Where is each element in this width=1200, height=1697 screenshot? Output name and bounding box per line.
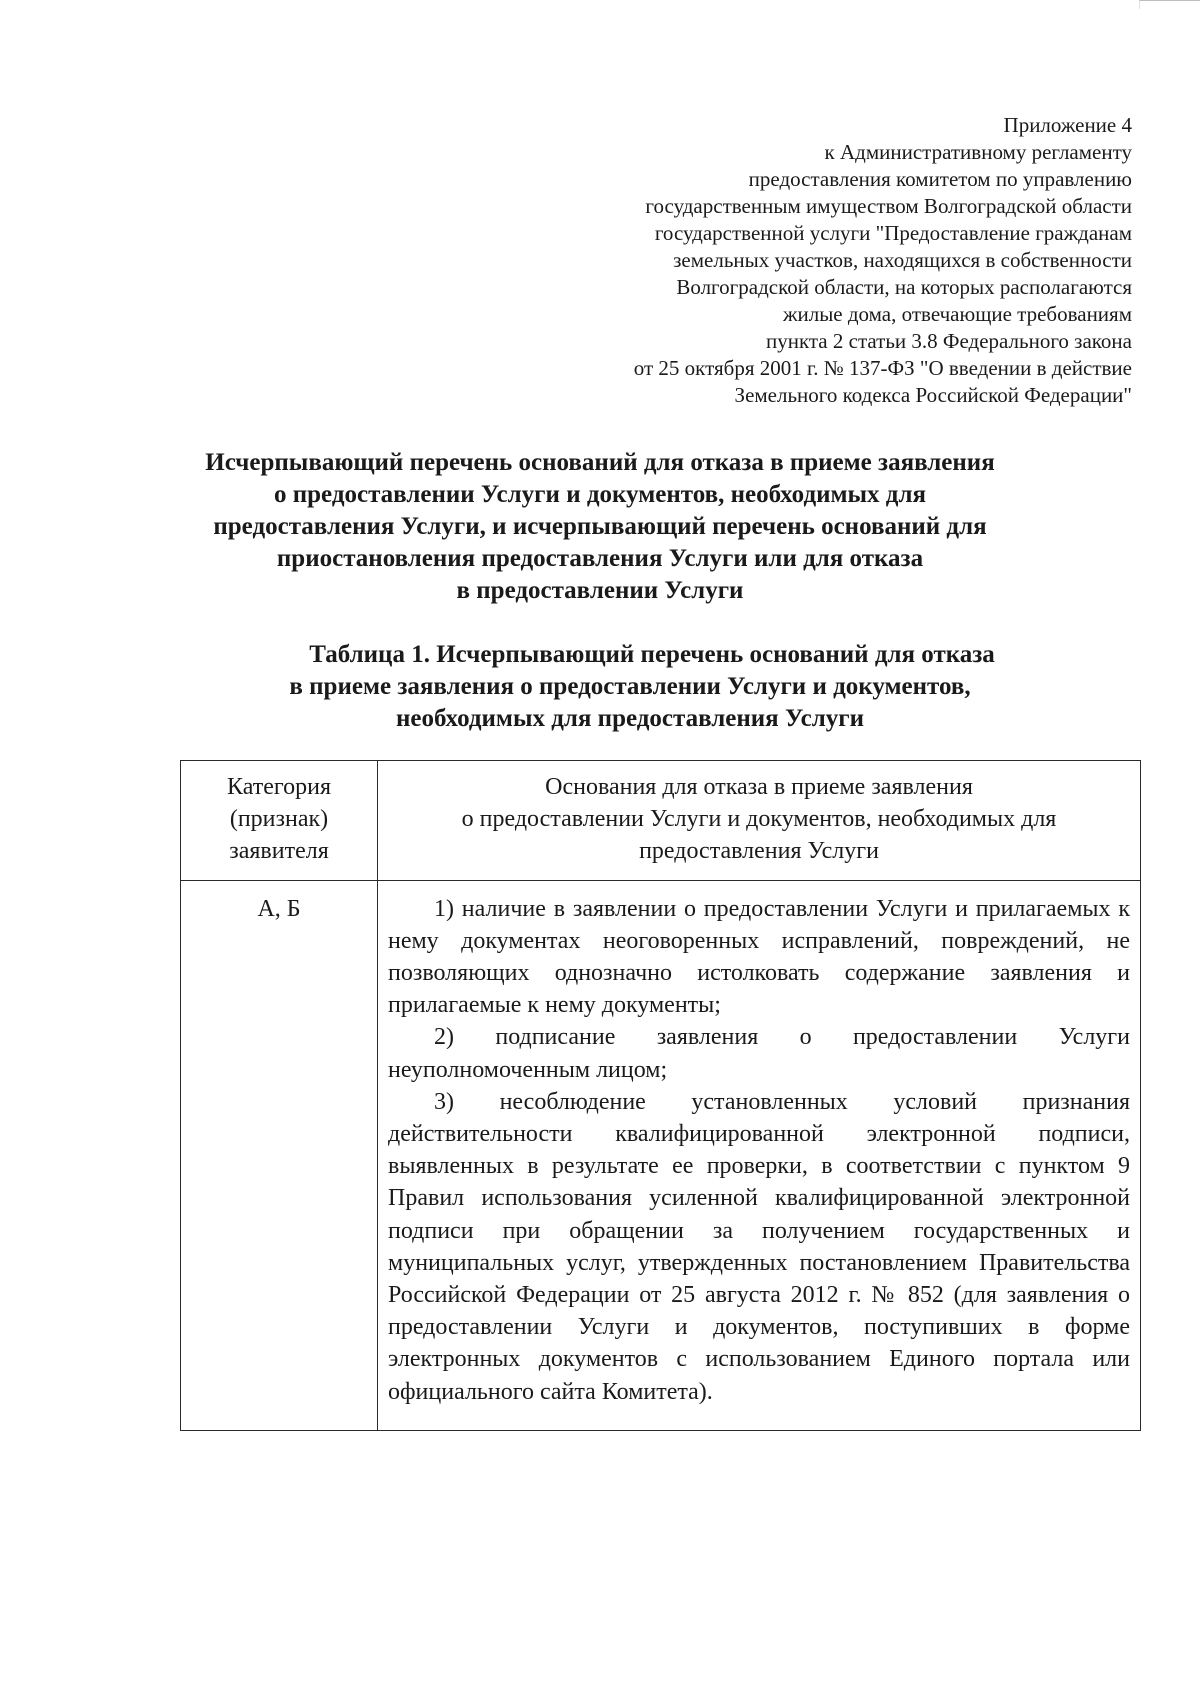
caption-line: в приеме заявления о предоставлении Услуги и документов, bbox=[289, 673, 971, 700]
header-text-line: Категория bbox=[227, 774, 331, 800]
header-text-line: заявителя bbox=[229, 838, 329, 865]
appendix-line: пункта 2 статьи 3.8 Федерального закона bbox=[765, 329, 1132, 353]
grounds-table bbox=[180, 760, 1141, 1431]
grounds-cell bbox=[378, 880, 1141, 1430]
title-line: Исчерпывающий перечень оснований для отказа в приеме заявления bbox=[205, 449, 995, 476]
header-grounds-cell bbox=[378, 761, 1141, 881]
ground-item-3: 3) несоблюдение установленных условий признания действительности квалифицированной электронной подписи, выявленных в результате ее проверки, в соответствии с пунктом 9 Правил использования усиленной квалифицированной электронной подписи при обращении за получением государственных и муниципальных услуг, утвержденных постановлением Правительства Российской Федерации от 25 августа 2012 г. № 852 (для заявления о предоставлении Услуги и документов, поступивших в форме электронных документов с использованием Единого портала или официального сайта Комитета). bbox=[388, 1088, 1130, 1405]
header-text-line: о предоставлении Услуги и документов, необходимых для bbox=[461, 806, 1057, 833]
document-title bbox=[160, 447, 1040, 607]
appendix-line: жилые дома, отвечающие требованиям bbox=[782, 302, 1132, 326]
appendix-note bbox=[492, 112, 1132, 409]
title-line: приостановления предоставления Услуги или для отказа bbox=[276, 545, 924, 572]
title-line: в предоставлении Услуги bbox=[456, 577, 744, 604]
appendix-line: государственной услуги "Предоставление гражданам bbox=[654, 221, 1132, 245]
table-caption bbox=[200, 639, 1060, 735]
header-category-cell bbox=[181, 761, 378, 881]
table-header-row bbox=[181, 761, 1141, 881]
caption-line: необходимых для предоставления Услуги bbox=[396, 705, 864, 732]
ground-item-1: 1) наличие в заявлении о предоставлении Услуги и прилагаемых к нему документах неоговоренных исправлений, повреждений, не позволяющих однозначно истолковать содержание заявления и прилагаемые к нему документы; bbox=[388, 895, 1130, 1019]
header-text-line: Основания для отказа в приеме заявления bbox=[545, 774, 973, 800]
scan-edge-mark bbox=[1139, 0, 1200, 9]
appendix-line: Волгоградской области, на которых располагаются bbox=[676, 275, 1132, 299]
appendix-line: государственным имуществом Волгоградской области bbox=[645, 194, 1132, 218]
header-text-line: (признак) bbox=[229, 806, 329, 833]
caption-line: Таблица 1. Исчерпывающий перечень оснований для отказа bbox=[309, 641, 995, 668]
header-text-line: предоставления Услуги bbox=[639, 838, 879, 865]
appendix-line: Земельного кодекса Российской Федерации" bbox=[734, 383, 1132, 407]
ground-item-2: 2) подписание заявления о предоставлении Услуги неуполномоченным лицом; bbox=[388, 1024, 1130, 1083]
category-cell: А, Б bbox=[181, 880, 378, 1430]
appendix-line: Приложение 4 bbox=[1003, 113, 1132, 137]
table-row bbox=[181, 880, 1141, 1430]
appendix-line: от 25 октября 2001 г. № 137-ФЗ "О введении в действие bbox=[633, 356, 1132, 380]
appendix-line: к Административному регламенту bbox=[824, 140, 1132, 164]
appendix-line: земельных участков, находящихся в собственности bbox=[673, 248, 1132, 272]
title-line: предоставления Услуги, и исчерпывающий перечень оснований для bbox=[213, 513, 987, 540]
appendix-line: предоставления комитетом по управлению bbox=[748, 167, 1132, 191]
title-line: о предоставлении Услуги и документов, необходимых для bbox=[274, 481, 926, 508]
